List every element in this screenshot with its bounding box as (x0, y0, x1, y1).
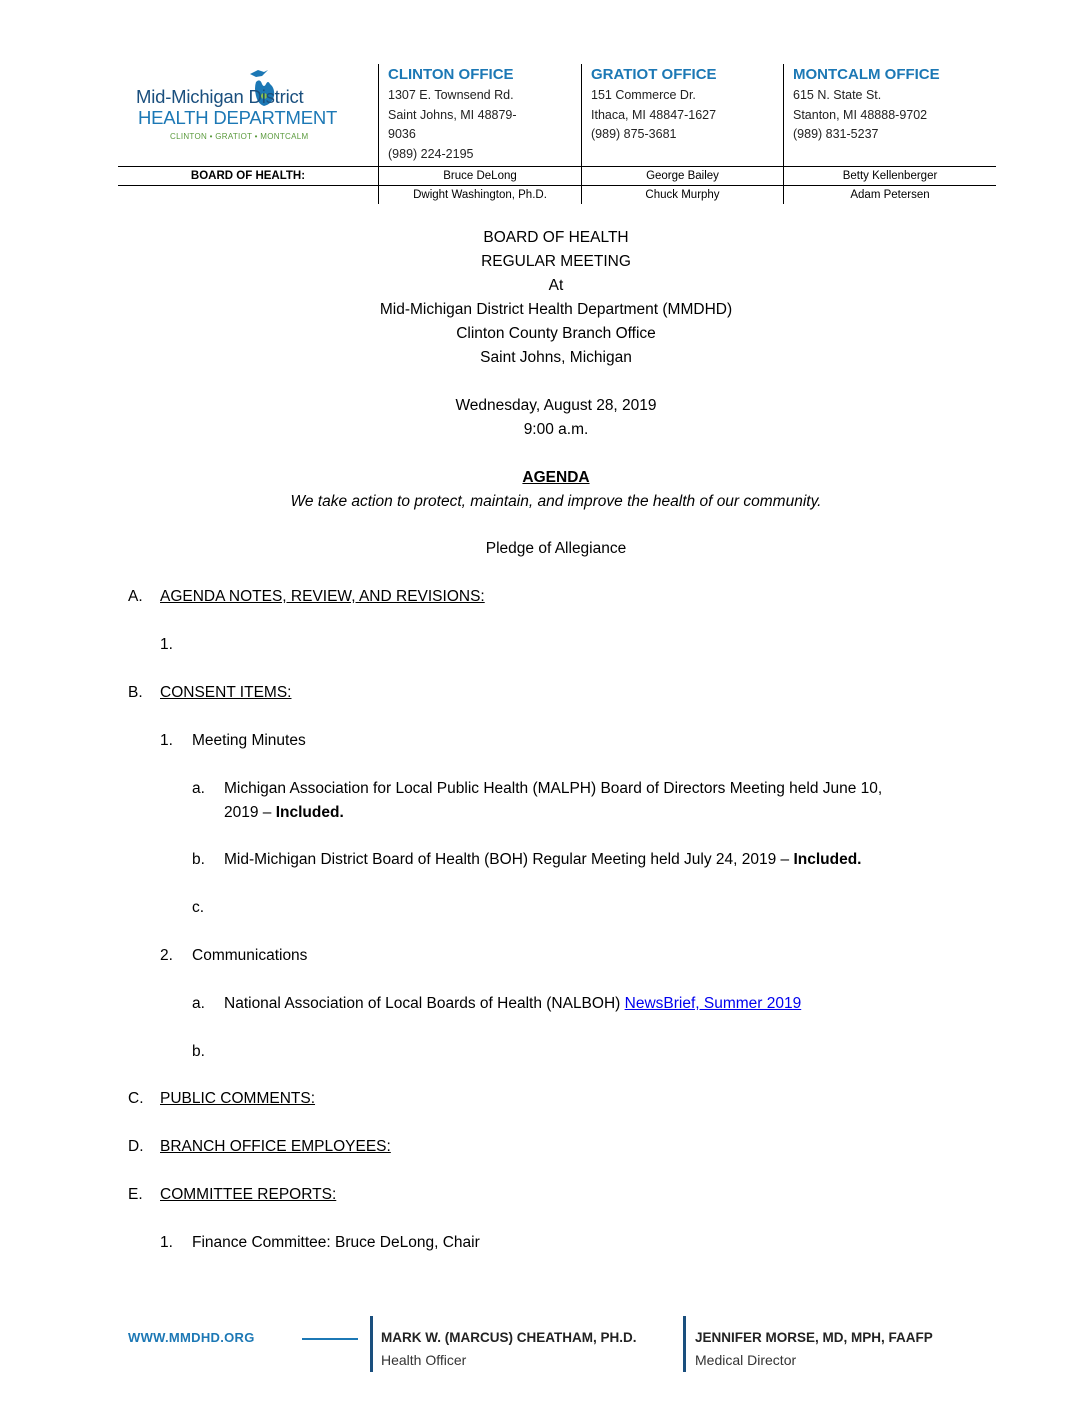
health-officer-role: Health Officer (381, 1352, 467, 1368)
office-address: 1307 E. Townsend Rd. (388, 88, 514, 102)
section-a-item-1: 1. (160, 636, 173, 653)
section-letter: A. (128, 588, 143, 605)
item-number: 1. (160, 732, 173, 749)
logo-line3: CLINTON • GRATIOT • MONTCALM (170, 132, 309, 141)
office-address: 151 Commerce Dr. (591, 88, 696, 102)
included-label: Included. (275, 804, 344, 821)
office-phone: (989) 831-5237 (793, 127, 879, 141)
agenda-header (0, 466, 1088, 514)
meeting-datetime (0, 394, 1088, 442)
minutes-item-b-text: Mid-Michigan District Board of Health (BOH) Regular Meeting held July 24, 2019 – (224, 851, 794, 868)
communications-label: Communications (192, 947, 308, 964)
sub-letter: b. (192, 851, 205, 868)
sub-letter: a. (192, 780, 205, 797)
mission-tagline: We take action to protect, maintain, and improve the health of our community. (290, 493, 822, 510)
sub-letter: b. (192, 1043, 205, 1060)
sub-letter: c. (192, 899, 205, 916)
divider (302, 1338, 358, 1340)
office-phone: (989) 224-2195 (388, 146, 474, 161)
item-number: 1. (160, 1234, 173, 1251)
office-address: Saint Johns, MI 48879- (388, 107, 517, 122)
section-a-title: AGENDA NOTES, REVIEW, AND REVISIONS: (160, 588, 485, 605)
office-address: 615 N. State St. (793, 88, 882, 102)
board-member: Dwight Washington, Ph.D. (413, 189, 547, 201)
board-member: Betty Kellenberger (842, 170, 938, 182)
office-address: Ithaca, MI 48847-1627 (591, 107, 717, 122)
heading-line: BOARD OF HEALTH (483, 229, 629, 246)
board-label: BOARD OF HEALTH: (190, 170, 306, 182)
meeting-heading (0, 226, 1088, 370)
divider (683, 1316, 686, 1372)
pledge: Pledge of Allegiance (485, 540, 627, 557)
sub-letter: a. (192, 995, 205, 1012)
section-letter: C. (128, 1090, 144, 1107)
item-number: 2. (160, 947, 173, 964)
logo-line2: HEALTH DEPARTMENT (138, 107, 338, 128)
logo-line1: Mid-Michigan District (136, 86, 304, 107)
section-d-title: BRANCH OFFICE EMPLOYEES: (160, 1138, 391, 1155)
board-member: Bruce DeLong (443, 170, 517, 182)
health-officer-name: MARK W. (MARCUS) CHEATHAM, PH.D. (381, 1330, 637, 1345)
heading-line: Saint Johns, Michigan (480, 349, 632, 366)
section-e-title: COMMITTEE REPORTS: (160, 1186, 337, 1203)
office-clinton (379, 64, 584, 166)
communications-item-a-text: National Association of Local Boards of Health (NALBOH) (224, 995, 625, 1012)
section-letter: E. (128, 1186, 143, 1203)
medical-director-role: Medical Director (695, 1352, 797, 1368)
office-address: Stanton, MI 48888-9702 (793, 107, 928, 122)
heading-line: Mid-Michigan District Health Department (MMDHD) (379, 301, 733, 318)
meeting-date: Wednesday, August 28, 2019 (455, 397, 657, 414)
included-label: Included. (793, 851, 862, 868)
meeting-time: 9:00 a.m. (523, 421, 589, 438)
website-link[interactable]: WWW.MMDHD.ORG (128, 1330, 255, 1345)
finance-committee-label: Finance Committee: Bruce DeLong, Chair (192, 1234, 480, 1251)
office-gratiot (582, 64, 787, 166)
minutes-item-a-text: 2019 – (224, 804, 276, 821)
medical-director-name: JENNIFER MORSE, MD, MPH, FAAFP (695, 1330, 933, 1345)
newsbrief-link[interactable]: NewsBrief, Summer 2019 (624, 995, 802, 1012)
heading-line: REGULAR MEETING (481, 253, 631, 270)
office-phone: (989) 875-3681 (591, 127, 677, 141)
section-letter: B. (128, 684, 143, 701)
agenda-title: AGENDA (522, 469, 590, 486)
section-letter: D. (128, 1138, 144, 1155)
heading-line: Clinton County Branch Office (456, 325, 656, 342)
board-member: George Bailey (646, 170, 719, 182)
section-b-title: CONSENT ITEMS: (160, 684, 292, 701)
office-address: 9036 (388, 127, 416, 141)
section-c-title: PUBLIC COMMENTS: (160, 1090, 316, 1107)
heading-line: At (548, 277, 564, 294)
office-montcalm (784, 64, 989, 166)
minutes-item-a: Michigan Association for Local Public Health (MALPH) Board of Directors Meeting held June 10, (224, 780, 883, 797)
divider (370, 1316, 373, 1372)
office-title: GRATIOT OFFICE (591, 66, 717, 83)
office-title: CLINTON OFFICE (388, 66, 514, 83)
meeting-minutes-label: Meeting Minutes (192, 732, 306, 749)
board-member: Adam Petersen (850, 189, 930, 201)
communications-item-a (224, 992, 801, 1016)
minutes-item-a-cont (224, 801, 344, 825)
mmdhd-logo (130, 68, 365, 148)
office-title: MONTCALM OFFICE (793, 66, 940, 83)
board-member: Chuck Murphy (645, 189, 720, 201)
minutes-item-b (224, 848, 862, 872)
